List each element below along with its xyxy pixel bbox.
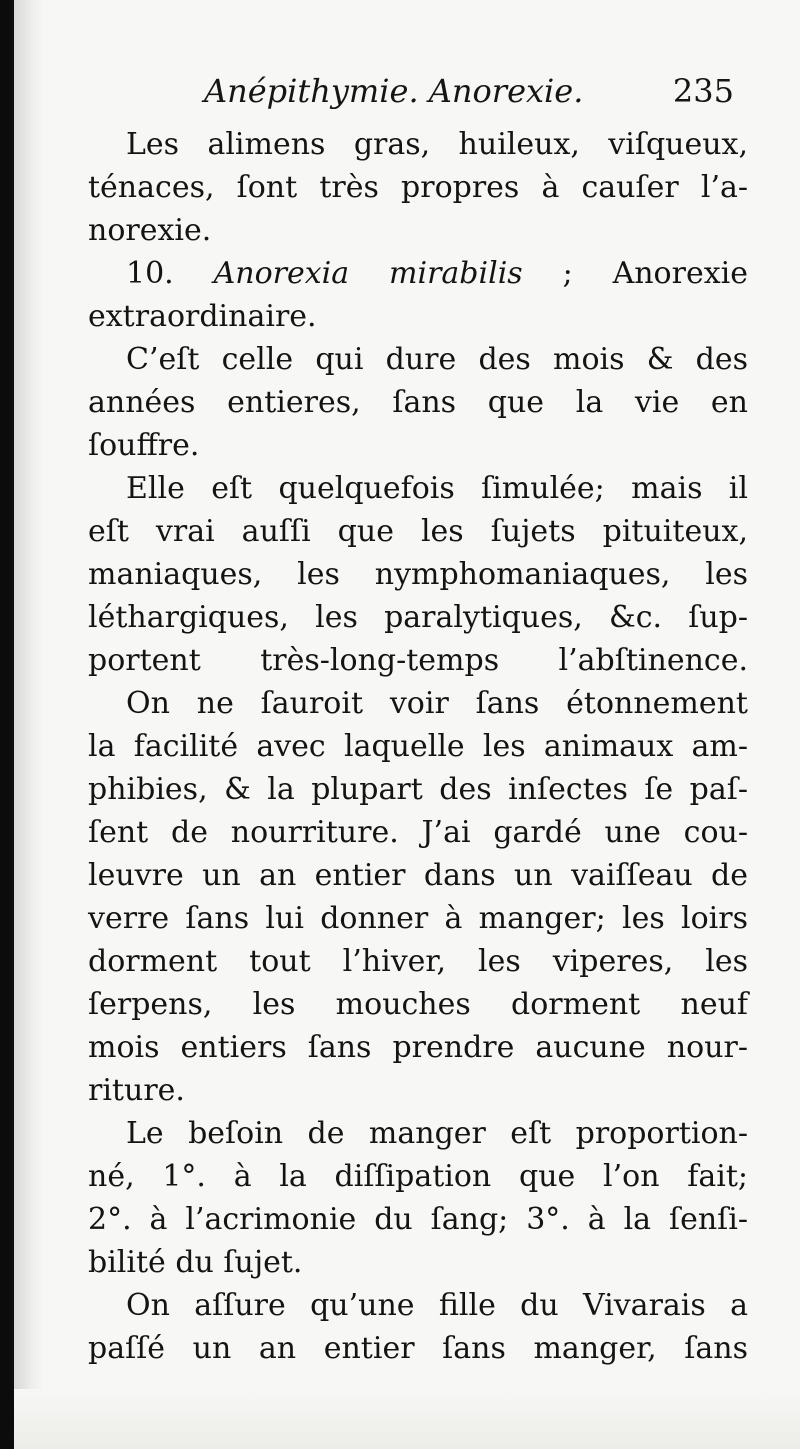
text-line: leuvre un an entier dans un vaiſſeau de bbox=[88, 858, 748, 893]
running-title: Anépithymie. Anorexie. bbox=[204, 72, 584, 110]
text-line: C’eſt celle qui dure des mois & des bbox=[126, 342, 748, 377]
text-line: ſerpens, les mouches dorment neuf bbox=[88, 987, 748, 1022]
text-line: paſſé un an entier ſans manger, ſans bbox=[88, 1331, 748, 1366]
text-line bbox=[88, 252, 748, 295]
text-line: verre ſans lui donner à manger; les loirs bbox=[88, 901, 748, 936]
text-line: Elle eſt quelquefois ſimulée; mais il bbox=[126, 471, 748, 506]
text-line: extraordinaire. bbox=[88, 299, 317, 334]
text-line: bilité du ſujet. bbox=[88, 1245, 303, 1280]
running-header bbox=[204, 72, 754, 122]
text-line: ſent de nourriture. J’ai gardé une cou- bbox=[88, 815, 748, 850]
text-line: années entieres, ſans que la vie en bbox=[88, 385, 748, 420]
text-line: On ne ſauroit voir ſans étonnement bbox=[126, 686, 748, 721]
text-line: dorment tout l’hiver, les viperes, les bbox=[88, 944, 748, 979]
text-line: maniaques, les nymphomaniaques, les bbox=[88, 557, 748, 592]
page-number: 235 bbox=[672, 72, 734, 110]
latin-term: Anorexia mirabilis bbox=[213, 256, 523, 291]
text-line: phibies, & la plupart des inſectes ſe paſ- bbox=[88, 772, 748, 807]
page-gutter-shadow bbox=[14, 0, 44, 1449]
page-bottom-shade bbox=[14, 1389, 800, 1449]
text-line: Les alimens gras, huileux, viſqueux, bbox=[126, 127, 748, 162]
text-line: norexie. bbox=[88, 213, 212, 248]
text-line: ſouffre. bbox=[88, 428, 200, 463]
text-line: 2°. à l’acrimonie du ſang; 3°. à la ſenſi- bbox=[88, 1202, 748, 1237]
text-line: léthargiques, les paralytiques, &c. ſup- bbox=[88, 600, 748, 635]
text-line: ténaces, ſont très propres à cauſer l’a- bbox=[88, 170, 748, 205]
book-page bbox=[14, 0, 800, 1449]
french-term: ; Anorexie bbox=[562, 256, 748, 291]
section-number: 10. bbox=[126, 256, 174, 291]
text-line: On aſſure qu’une fille du Vivarais a bbox=[126, 1288, 748, 1323]
text-line: mois entiers ſans prendre aucune nour- bbox=[88, 1030, 748, 1065]
text-line: né, 1°. à la diſſipation que l’on fait; bbox=[88, 1159, 748, 1194]
text-line: portent très-long-temps l’abſtinence. bbox=[88, 643, 748, 678]
text-line: eſt vrai auſſi que les ſujets pituiteux, bbox=[88, 514, 748, 549]
text-line: Le beſoin de manger eſt proportion- bbox=[126, 1116, 748, 1151]
text-line: la facilité avec laquelle les animaux am- bbox=[88, 729, 748, 764]
text-line: riture. bbox=[88, 1073, 185, 1108]
body-text bbox=[88, 123, 748, 1370]
